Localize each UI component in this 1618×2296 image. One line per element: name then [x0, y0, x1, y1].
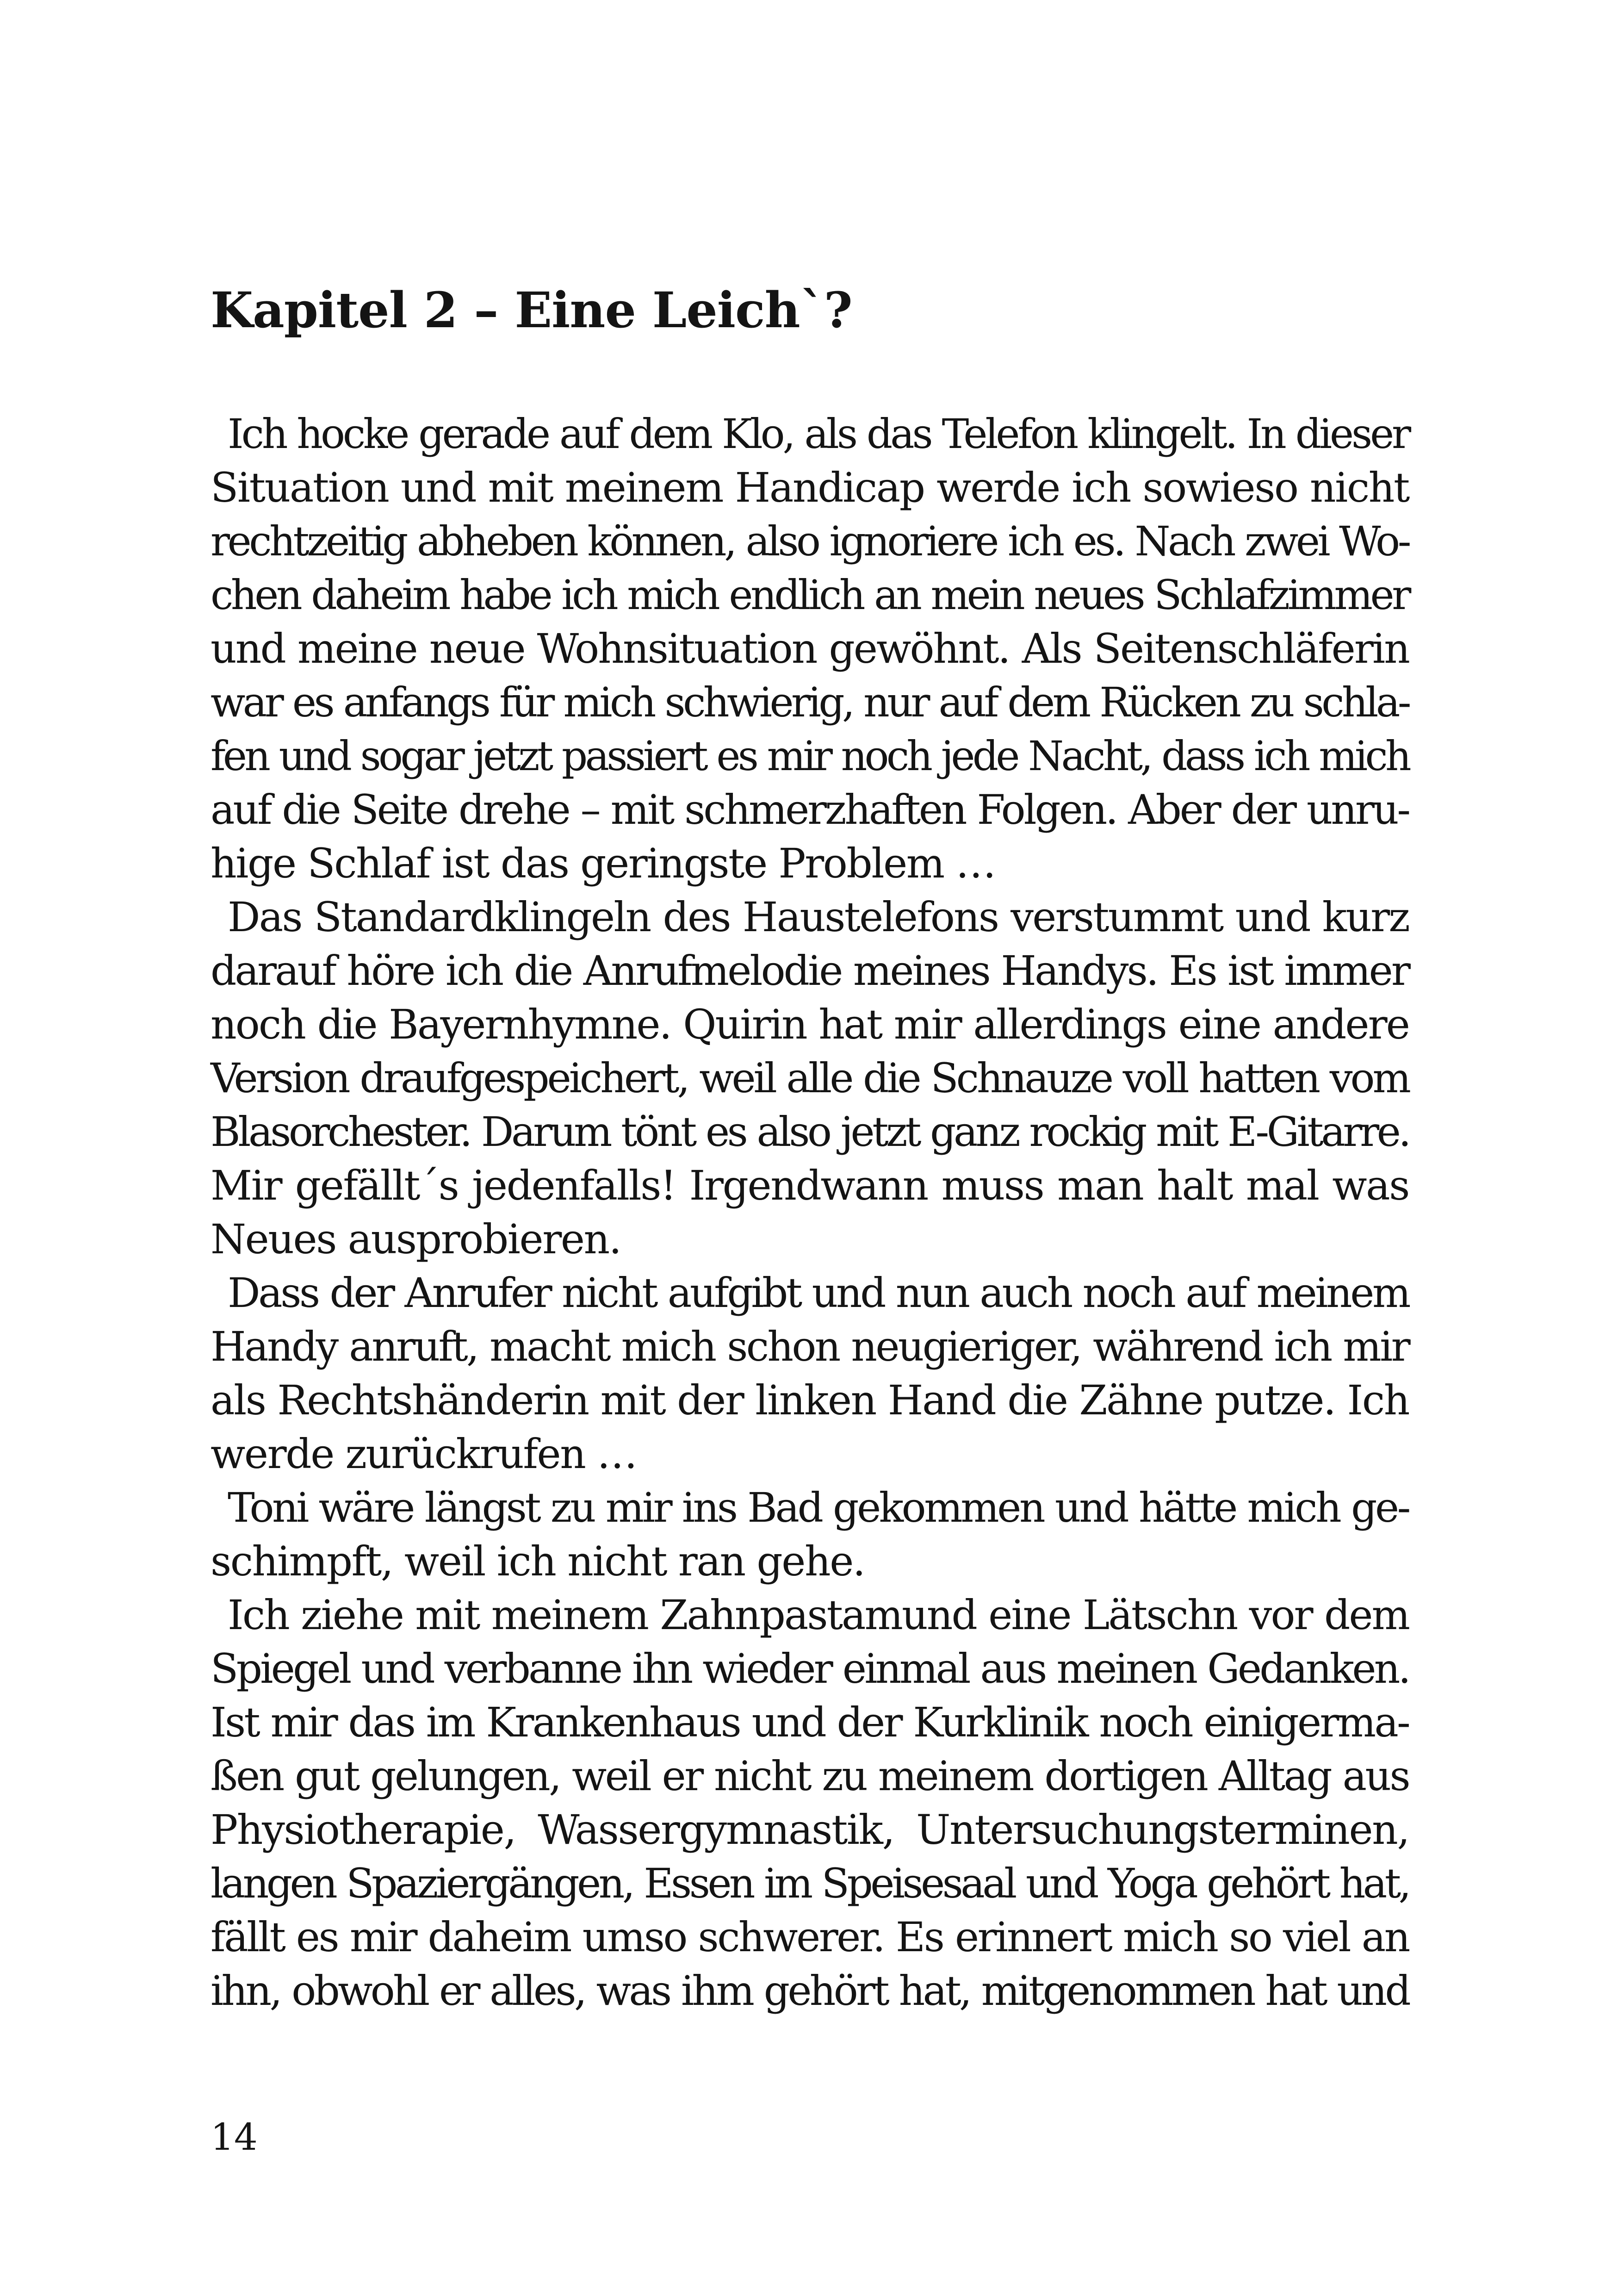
text-line: Mir gefällt´s jedenfalls! Irgendwann muss man halt mal was	[211, 1162, 1409, 1209]
text-line: fen und sogar jetzt passiert es mir noch jede Nacht, dass ich mich	[211, 732, 1409, 780]
text-line: auf die Seite drehe – mit schmerzhaften Folgen. Aber der unru-	[211, 786, 1409, 834]
text-line: Dass der Anrufer nicht aufgibt und nun auch noch auf meinem	[228, 1269, 1409, 1317]
text-line: war es anfangs für mich schwierig, nur auf dem Rücken zu schla-	[211, 678, 1409, 726]
text-line: Blasorchester. Darum tönt es also jetzt ganz rockig mit E-Gitarre.	[211, 1108, 1409, 1156]
text-line: langen Spaziergängen, Essen im Speisesaal und Yoga gehört hat,	[211, 1860, 1409, 1907]
text-line: Spiegel und verbanne ihn wieder einmal aus meinen Gedanken.	[211, 1645, 1409, 1692]
text-line: Toni wäre längst zu mir ins Bad gekommen und hätte mich ge-	[228, 1484, 1409, 1531]
text-line: als Rechtshänderin mit der linken Hand die Zähne putze. Ich	[211, 1376, 1409, 1424]
text-line: Ich ziehe mit meinem Zahnpastamund eine Lätschn vor dem	[228, 1591, 1409, 1639]
text-line: Neues ausprobieren.	[211, 1215, 621, 1263]
text-line: ßen gut gelungen, weil er nicht zu meinem dortigen Alltag aus	[211, 1752, 1409, 1800]
text-line: Situation und mit meinem Handicap werde ich sowieso nicht	[211, 464, 1409, 511]
text-line: schimpft, weil ich nicht ran gehe.	[211, 1537, 865, 1585]
text-line: Handy anruft, macht mich schon neugieriger, während ich mir	[211, 1323, 1409, 1370]
text-line: fällt es mir daheim umso schwerer. Es erinnert mich so viel an	[211, 1913, 1409, 1961]
chapter-title: Kapitel 2 – Eine Leich`?	[211, 281, 852, 339]
text-line: Ich hocke gerade auf dem Klo, als das Telefon klingelt. In dieser	[228, 410, 1409, 458]
text-line: werde zurückrufen …	[211, 1430, 637, 1478]
text-line: noch die Bayernhymne. Quirin hat mir allerdings eine andere	[211, 1001, 1409, 1048]
page-number: 14	[211, 2116, 258, 2159]
text-line: Physiotherapie, Wassergymnastik, Untersuchungsterminen,	[211, 1806, 1409, 1854]
text-line: und meine neue Wohnsituation gewöhnt. Als Seitenschläferin	[211, 625, 1409, 672]
body-text	[211, 407, 1409, 2018]
text-line: rechtzeitig abheben können, also ignoriere ich es. Nach zwei Wo-	[211, 517, 1409, 565]
text-line: darauf höre ich die Anrufmelodie meines Handys. Es ist immer	[211, 947, 1409, 995]
text-line: chen daheim habe ich mich endlich an mein neues Schlafzimmer	[211, 571, 1409, 619]
text-line: Ist mir das im Krankenhaus und der Kurklinik noch einigerma-	[211, 1699, 1409, 1746]
text-line: ihn, obwohl er alles, was ihm gehört hat, mitgenommen hat und	[211, 1967, 1409, 2015]
text-line: hige Schlaf ist das geringste Problem …	[211, 840, 996, 887]
text-line: Das Standardklingeln des Haustelefons verstummt und kurz	[228, 893, 1409, 941]
text-line: Version draufgespeichert, weil alle die Schnauze voll hatten vom	[211, 1054, 1409, 1102]
